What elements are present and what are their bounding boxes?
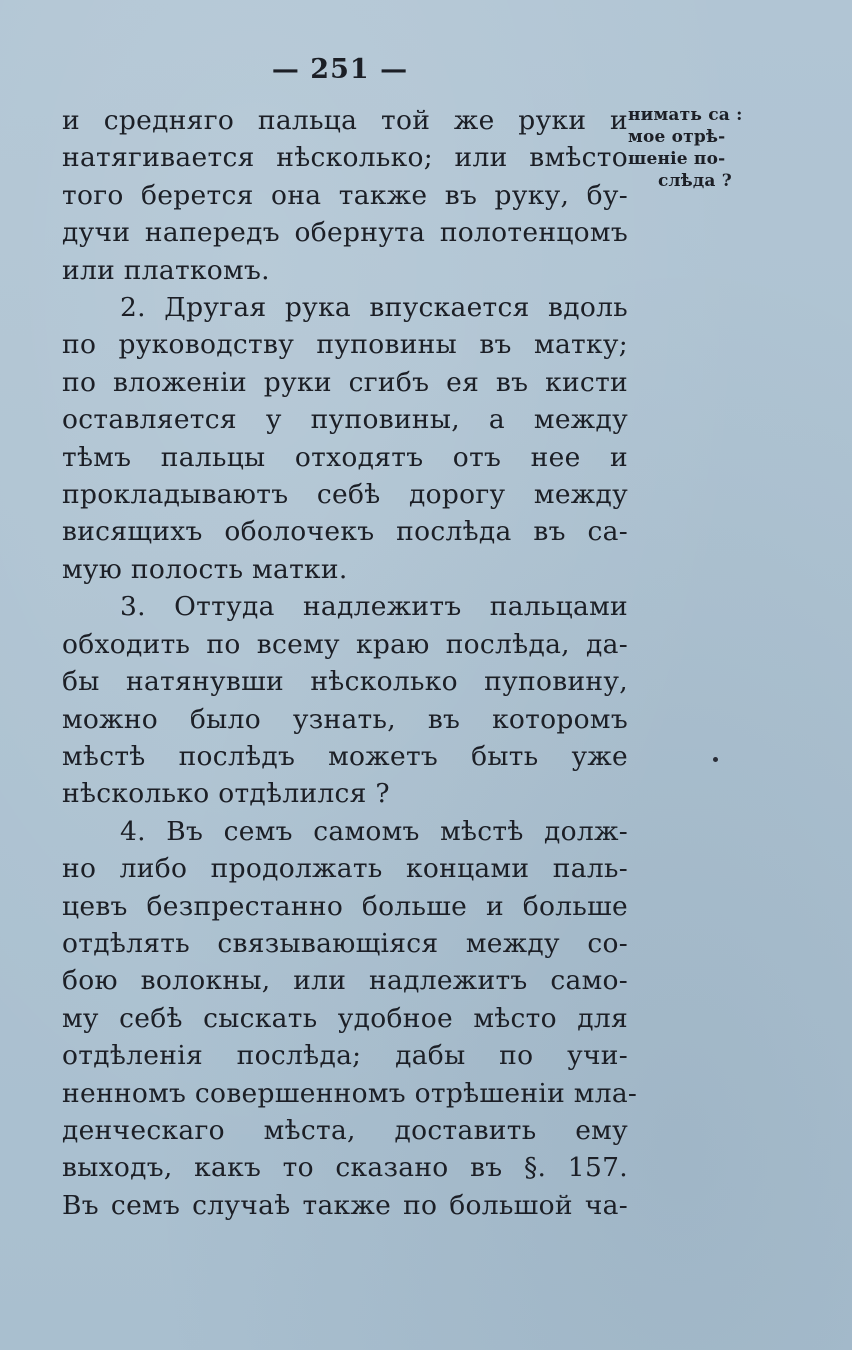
margin-note-line: мое отрѣ-	[628, 127, 726, 147]
text-line: натягивается нѣсколько; или вмѣсто	[62, 142, 628, 174]
text-line: бою волокны, или надлежитъ само-	[62, 965, 628, 997]
text-line: но либо продолжать концами паль-	[62, 853, 628, 885]
text-line: 3. Оттуда надлежитъ пальцами	[120, 591, 628, 623]
text-line: ненномъ совершенномъ отрѣшеніи мла-	[62, 1077, 638, 1109]
text-line: денческаго мѣста, доставить ему	[62, 1114, 628, 1146]
ink-dot	[713, 757, 718, 762]
text-line: по руководству пуповины въ матку;	[62, 329, 628, 361]
text-line: Въ семъ случаѣ также по большой ча-	[62, 1189, 628, 1221]
paragraph-2	[62, 289, 628, 588]
page-number: — 251 —	[271, 54, 409, 85]
paragraph-1	[62, 102, 628, 289]
text-line: обходить по всему краю послѣда, да-	[62, 628, 628, 660]
text-line: тѣмъ пальцы отходятъ отъ нее и	[62, 441, 628, 473]
text-line: выходъ, какъ то сказано въ §. 157.	[62, 1152, 628, 1184]
text-line: можно было узнать, въ которомъ	[62, 703, 628, 735]
text-line: по вложеніи руки сгибъ ея въ кисти	[62, 366, 628, 398]
text-line: нѣсколько отдѣлился ?	[62, 778, 390, 810]
text-line: дучи напередъ обернута полотенцомъ	[62, 217, 628, 249]
text-line: и средняго пальца той же руки и	[62, 105, 628, 136]
margin-note-line: нимать са :	[628, 105, 743, 125]
text-line: отдѣлять связывающіяся между со-	[62, 927, 628, 959]
text-line: висящихъ оболочекъ послѣда въ са-	[62, 516, 628, 548]
body-text	[62, 102, 638, 1224]
margin-note	[628, 104, 758, 192]
text-line: цевъ безпрестанно больше и больше	[62, 890, 628, 922]
text-line: му себѣ сыскать удобное мѣсто для	[62, 1002, 628, 1034]
text-line: оставляется у пуповины, а между	[62, 404, 628, 436]
text-line: отдѣленія послѣда; дабы по учи-	[62, 1040, 628, 1072]
paragraph-3	[62, 588, 628, 812]
text-line: 4. Въ семъ самомъ мѣстѣ долж-	[120, 815, 628, 847]
text-line: 2. Другая рука впускается вдоль	[120, 292, 628, 324]
text-line: того берется она также въ руку, бу-	[62, 179, 628, 211]
text-line: прокладываютъ себѣ дорогу между	[62, 479, 628, 511]
margin-note-line: шеніе по-	[628, 149, 726, 169]
margin-note-line: слѣда ?	[658, 171, 732, 191]
text-line: или платкомъ.	[62, 254, 270, 286]
paragraph-4	[62, 813, 638, 1224]
text-line: мую полость матки.	[62, 553, 348, 585]
text-line: мѣстѣ послѣдъ можетъ быть уже	[62, 740, 628, 772]
text-line: бы натянувши нѣсколько пуповину,	[62, 666, 628, 698]
